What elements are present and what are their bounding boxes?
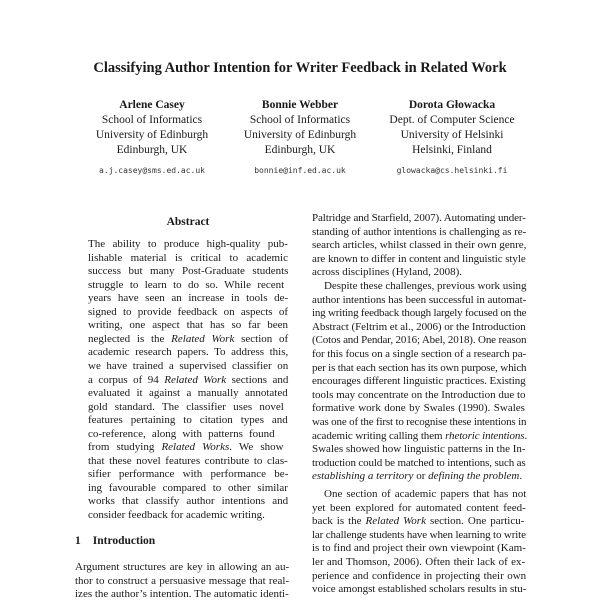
- author-email: bonnie@inf.ed.ac.uk: [254, 166, 346, 175]
- text-line: Argument structures are key in allowing an au-: [75, 561, 290, 573]
- text-line: yet been explored for automated content feed-: [312, 501, 526, 514]
- text-line: tools may concentrate on the Introduction due to: [312, 388, 526, 401]
- text-line: was one of the first to recognise these intentions in: [312, 416, 527, 428]
- text-line: are known to differ in content and linguistic style: [312, 252, 526, 265]
- text-line: troduction could be matched to intentions, such as: [312, 456, 526, 469]
- text-line: writing, one aspect that has so far been: [88, 319, 289, 332]
- text-line: search articles, whilst classed in their own genre,: [312, 239, 527, 252]
- text-line: izes the author’s intention. The automatic identi-: [75, 588, 289, 600]
- author-block: [352, 98, 552, 178]
- text-line: Paltridge and Starfield, 2007). Automating under-: [312, 212, 526, 224]
- text-line: establishing a territory or defining the problem.: [312, 470, 523, 483]
- text-line: signed to provide feedback on aspects of: [88, 305, 288, 318]
- text-line: consider feedback for academic writing.: [88, 509, 265, 521]
- author-location: Helsinki, Finland: [412, 144, 492, 156]
- text-line: ler and Thomson, 2006). Often their lack of ex-: [312, 556, 526, 568]
- author-name: Bonnie Webber: [261, 99, 339, 111]
- text-line: neglected is the Related Work section of: [88, 332, 289, 345]
- text-line: co-reference, along with patterns found: [88, 427, 275, 440]
- author-email: glowacka@cs.helsinki.fi: [396, 166, 508, 175]
- text-line: ing writing feedback though largely focused on the: [312, 307, 527, 320]
- text-line: The ability to produce high-quality pub-: [88, 238, 288, 250]
- text-line: encourages different linguistic practices. Existing: [312, 375, 526, 388]
- text-line: One section of academic papers that has not: [324, 488, 527, 500]
- author-organization: University of Edinburgh: [95, 129, 209, 141]
- text-line: perience and confidence in projecting their own: [312, 569, 527, 582]
- section-heading-introduction: [75, 535, 155, 547]
- author-department: School of Informatics: [249, 114, 351, 126]
- author-department: Dept. of Computer Science: [389, 114, 515, 126]
- paper-title: Classifying Author Intention for Writer Feedback in Related Work: [93, 60, 507, 76]
- text-line: academic writing calling them rhetoric intentions.: [312, 429, 528, 442]
- text-line: sifier performance with performance be-: [88, 468, 289, 481]
- text-line: academic research papers. To address this,: [88, 346, 289, 359]
- text-line: (Cotos and Pendar, 2016; Abel, 2018). One reason: [312, 334, 527, 347]
- author-location: Edinburgh, UK: [116, 144, 188, 156]
- text-line: formative work done by Swales (1990). Swales: [312, 402, 525, 415]
- author-email: a.j.casey@sms.ed.ac.uk: [99, 166, 205, 175]
- text-line: works that classify author intentions and: [88, 495, 289, 508]
- text-line: ing favourable compared to other similar: [88, 481, 288, 494]
- author-name: Arlene Casey: [119, 99, 185, 111]
- text-line: Abstract (Feltrim et al., 2006) or the Introduction: [312, 320, 526, 333]
- text-line: is to find and project their own viewpoint (Kam-: [312, 542, 526, 555]
- text-line: Swales showed how linguistic patterns in the In-: [312, 443, 526, 456]
- text-line: evaluated it against a manually annotated: [88, 387, 288, 400]
- author-organization: University of Edinburgh: [243, 129, 357, 141]
- text-line: back is the Related Work section. One particu-: [312, 515, 525, 528]
- text-line: features pertaining to citation types and: [88, 414, 288, 427]
- text-line: standing of author intentions is challenging as re-: [312, 225, 527, 238]
- text-line: that these novel features contribute to clas-: [88, 454, 288, 467]
- text-line: we have trained a supervised classifier on: [88, 359, 289, 372]
- author-name: Dorota Głowacka: [408, 99, 496, 111]
- text-line: a corpus of 94 Related Work sections and: [88, 373, 289, 386]
- text-line: gold standard. The classifier uses novel: [88, 400, 284, 413]
- text-line: Despite these challenges, previous work using: [324, 280, 527, 292]
- text-line: years have seen an increase in tools de-: [88, 292, 289, 305]
- section-title: Introduction: [92, 535, 156, 547]
- author-location: Edinburgh, UK: [264, 144, 336, 156]
- text-line: for this focus on a single section of a research pa-: [312, 348, 527, 360]
- text-line: lar challenge students have when learning to write: [312, 528, 526, 541]
- text-line: author intentions has been successful in automat-: [312, 293, 527, 306]
- text-line: thor to construct a persuasive message that real-: [75, 574, 290, 587]
- abstract-heading: Abstract: [166, 216, 210, 228]
- section-number: 1: [75, 535, 81, 547]
- text-line: struggle to learn to do so. While recent: [88, 278, 285, 291]
- author-organization: University of Helsinki: [400, 129, 504, 141]
- text-line: per is that each section has its own purpose, which: [312, 361, 527, 374]
- text-line: voice amongst established scholars results in stu-: [312, 583, 527, 596]
- author-department: School of Informatics: [101, 114, 203, 126]
- text-line: across disciplines (Hyland, 2008).: [312, 266, 462, 279]
- text-line: success but many Post-Graduate students: [88, 265, 289, 278]
- text-line: lishable material is critical to academic: [88, 251, 288, 264]
- text-line: from studying Related Works. We show: [88, 441, 284, 454]
